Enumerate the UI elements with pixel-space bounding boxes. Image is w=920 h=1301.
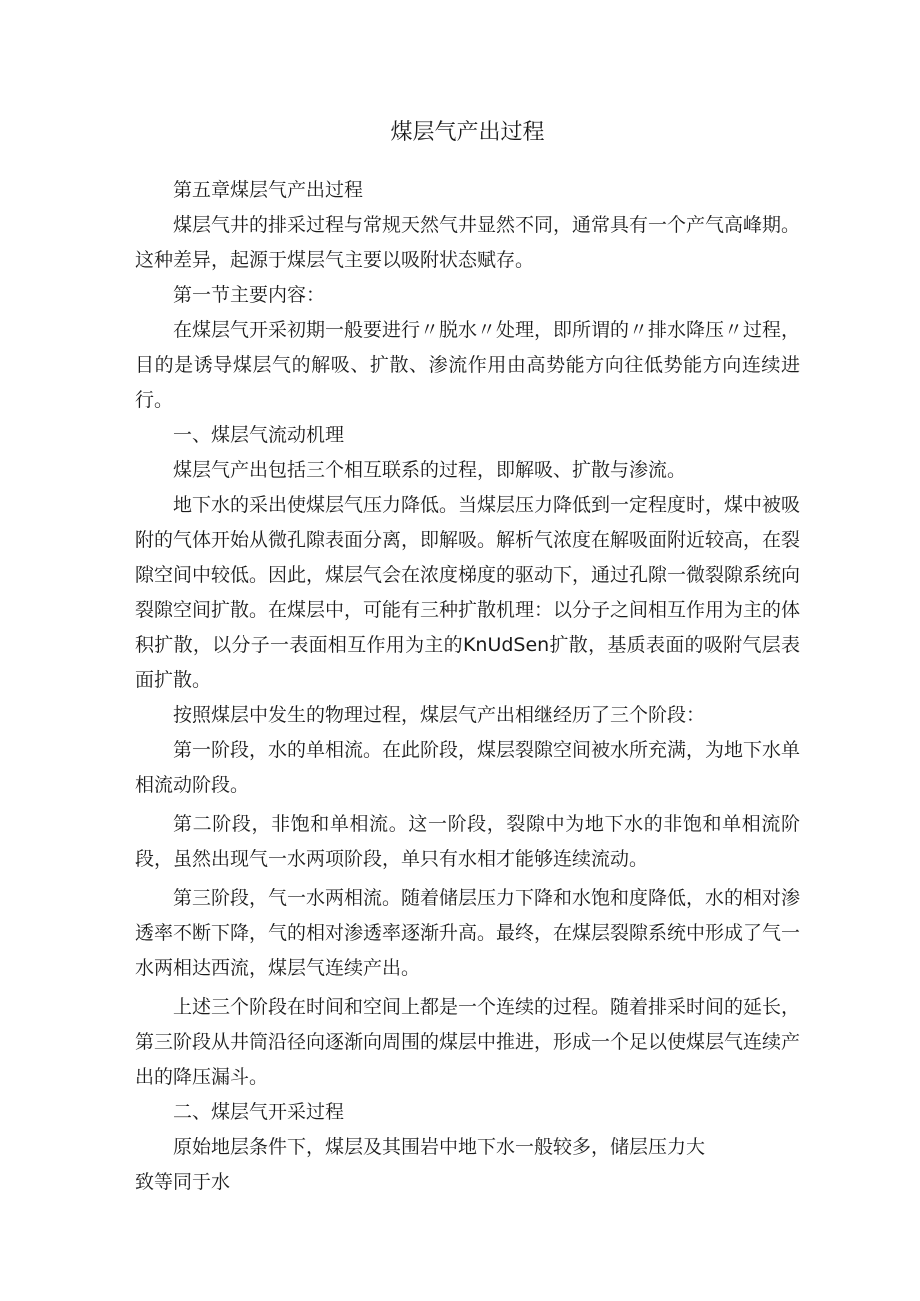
paragraph-stage-one: 第一阶段，水的单相流。在此阶段，煤层裂隙空间被水所充满，为地下水单相流动阶段。: [135, 739, 801, 796]
section-heading-main-content: 第一节主要内容：: [173, 284, 326, 306]
paragraph-three-processes: 煤层气产出包括三个相互联系的过程，即解吸、扩散与渗流。: [173, 459, 687, 481]
paragraph-continuous-process: 上述三个阶段在时间和空间上都是一个连续的过程。随着排采时间的延长，第三阶段从井筒沿径向逐渐向周围的煤层中推进，形成一个足以使煤层气连续产出的降压漏斗。: [135, 996, 801, 1088]
document-title: 煤层气产出过程: [390, 120, 545, 145]
paragraph-tail-line: 致等同于水: [135, 1171, 231, 1193]
subheading-flow-mechanism: 一、煤层气流动机理: [173, 424, 345, 446]
paragraph-dewatering: 在煤层气开采初期一般要进行〃脱水〃处理，即所谓的〃排水降压〃过程，目的是诱导煤层气的解吸、扩散、渗流作用由高势能方向往低势能方向连续进行。: [135, 319, 801, 411]
paragraph-intro: 煤层气井的排采过程与常规天然气井显然不同，通常具有一个产气高峰期。这种差异，起源于煤层气主要以吸附状态赋存。: [135, 214, 801, 271]
paragraph-stage-three: 第三阶段，气一水两相流。随着储层压力下降和水饱和度降低，水的相对渗透率不断下降，气的相对渗透率逐渐升高。最终，在煤层裂隙系统中形成了气一水两相达西流，煤层气连续产出。: [135, 887, 801, 979]
paragraph-stage-two: 第二阶段，非饱和单相流。这一阶段，裂隙中为地下水的非饱和单相流阶段，虽然出现气一水两项阶段，单只有水相才能够连续流动。: [135, 813, 800, 870]
paragraph-desorption-diffusion: 地下水的采出使煤层气压力降低。当煤层压力降低到一定程度时，煤中被吸附的气体开始从微孔隙表面分离，即解吸。解析气浓度在解吸面附近较高，在裂隙空间中较低。因此，煤层气会在浓度梯度的驱动下，通过孔隙一微裂隙系统向裂隙空间扩散。在煤层中，可能有三种扩散机理：以分子之间相互作用为主的体积扩散，以分子一表面相互作用为主的KnUdSen扩散，基质表面的吸附气层表面扩散。: [135, 494, 801, 691]
paragraph-three-stages-intro: 按照煤层中发生的物理过程，煤层气产出相继经历了三个阶段：: [173, 704, 706, 726]
subheading-extraction-process: 二、煤层气开采过程: [173, 1101, 345, 1123]
chapter-heading: 第五章煤层气产出过程: [173, 179, 364, 201]
paragraph-original-conditions: 原始地层条件下，煤层及其围岩中地下水一般较多，储层压力大: [173, 1136, 706, 1158]
